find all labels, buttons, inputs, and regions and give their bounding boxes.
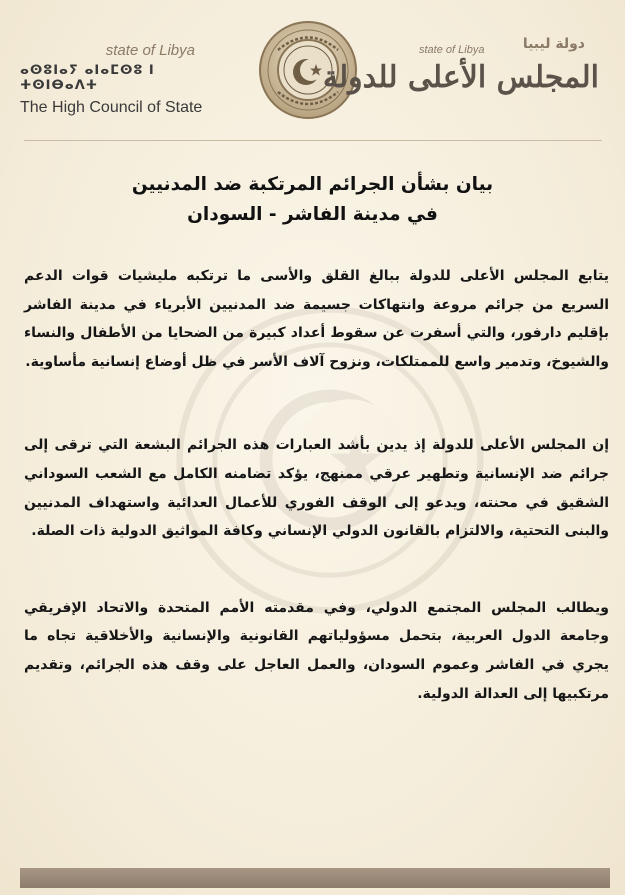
statement-body — [24, 262, 609, 708]
footer-bar — [20, 868, 610, 888]
council-name-en: The High Council of State — [20, 99, 203, 116]
header-divider — [24, 140, 602, 141]
paragraph-1: يتابع المجلس الأعلى للدولة ببالغ القلق والأسى ما ترتكبه مليشيات قوات الدعم السريع من جرائم مروعة وانتهاكات جسيمة ضد المدنيين الأبرياء في مدينة الفاشر بإقليم دارفور، والتي أسفرت عن سقوط أعداد كبيرة من الضحايا من الأطفال والنساء والشيوخ، وتدمير واسع للممتلكات، ونزوح آلاف الأسر في ظل أوضاع إنسانية مأساوية. — [24, 268, 609, 370]
state-name-en: state of Libya — [105, 42, 195, 59]
council-name-ar: المجلس الأعلى للدولة — [322, 60, 599, 95]
header-left — [20, 42, 235, 117]
title-line-1: بيان بشأن الجرائم المرتكبة ضد المدنيين — [131, 174, 494, 195]
state-name-ar: دولة ليبيا — [522, 36, 585, 52]
title-line-2: في مدينة الفاشر - السودان — [187, 204, 438, 225]
paragraph-3: ويطالب المجلس المجتمع الدولي، وفي مقدمته الأمم المتحدة والاتحاد الإفريقي وجامعة الدول العربية، بتحمل مسؤولياتهم القانونية والإنسانية والأخلاقية تجاه ما يجري في الفاشر وعموم السودان، والعمل العاجل على وقف هذه الجرائم، وتقديم مرتكبيها إلى العدالة الدولية. — [24, 599, 609, 702]
paragraph-2: إن المجلس الأعلى للدولة إذ يدين بأشد العبارات هذه الجرائم البشعة التي ترقى إلى جرائم ضد الإنسانية وتطهير عرقي ممنهج، يؤكد تضامنه الكامل مع الشعب السوداني الشقيق في محنته، ويدعو إلى الوقف الفوري للأعمال العدائية واستهداف المدنيين والبنى التحتية، والالتزام بالقانون الدولي الإنساني وكافة المواثيق الدولية ذات الصلة. — [24, 437, 609, 540]
statement-title — [60, 170, 565, 230]
council-name-tifinagh: ⴰⵙⵓⵏⴰⵢ ⴰⵏⴰⵎⵙⵓ ⵏ ⵜⵙⵏⴱⴰⴷⵜ — [20, 63, 155, 93]
state-name-en-right: state of Libya — [419, 44, 485, 56]
header-right — [322, 36, 605, 126]
